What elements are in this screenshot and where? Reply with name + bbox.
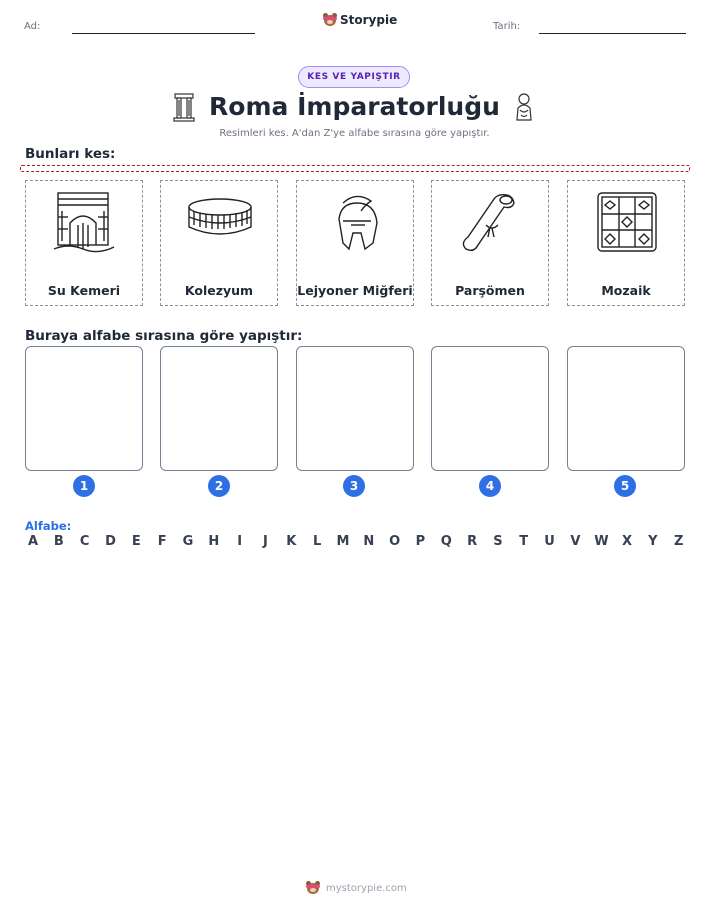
footer-url[interactable]: mystorypie.com — [326, 882, 407, 894]
cut-card-scroll[interactable] — [431, 180, 549, 306]
alphabet-letter: W — [594, 534, 609, 549]
alphabet-letter: F — [157, 534, 167, 549]
paste-section-label: Buraya alfabe sırasına göre yapıştır: — [25, 328, 303, 344]
card-label: Lejyoner Miğferi — [297, 283, 413, 298]
alphabet-label: Alfabe: — [25, 519, 72, 533]
alphabet-letter: V — [570, 534, 581, 549]
alphabet-letter: D — [105, 534, 116, 549]
page-title: Roma İmparatorluğu — [209, 92, 500, 121]
alphabet-letter: E — [131, 534, 141, 549]
alphabet-letter: J — [263, 534, 268, 549]
brand-logo — [323, 13, 397, 27]
footer — [306, 881, 407, 895]
alphabet-letter: M — [336, 534, 350, 549]
number-badge-2: 2 — [208, 475, 230, 497]
alphabet-letter: C — [79, 534, 90, 549]
alphabet-letter: P — [415, 534, 426, 549]
alphabet-row — [26, 534, 686, 549]
cut-card-helmet[interactable] — [296, 180, 414, 306]
paste-box-5[interactable] — [567, 346, 685, 471]
alphabet-letter: X — [622, 534, 633, 549]
cut-section-label: Bunları kes: — [25, 146, 116, 162]
alphabet-letter: N — [363, 534, 375, 549]
alphabet-letter: Z — [673, 534, 684, 549]
cut-line — [20, 165, 690, 172]
mosaic-icon — [592, 189, 662, 255]
number-badge-5: 5 — [614, 475, 636, 497]
date-line — [539, 33, 686, 34]
bear-icon — [306, 881, 320, 895]
alphabet-letter: A — [27, 534, 39, 549]
alphabet-letter: S — [493, 534, 503, 549]
activity-badge: KES VE YAPIŞTIR — [298, 66, 410, 88]
bear-icon — [323, 13, 337, 27]
alphabet-letter: U — [544, 534, 555, 549]
cut-card-aqueduct[interactable] — [25, 180, 143, 306]
card-label: Kolezyum — [184, 283, 254, 298]
cut-card-colosseum[interactable] — [160, 180, 278, 306]
alphabet-letter: Q — [440, 534, 452, 549]
paste-box-4[interactable] — [431, 346, 549, 471]
alphabet-letter: K — [286, 534, 297, 549]
alphabet-letter: L — [312, 534, 322, 549]
scroll-icon — [456, 189, 526, 255]
helmet-icon — [321, 189, 391, 255]
alphabet-letter: B — [53, 534, 64, 549]
alphabet-letter: T — [519, 534, 529, 549]
card-label: Parşömen — [455, 283, 525, 298]
alphabet-letter: H — [208, 534, 220, 549]
date-label: Tarih: — [493, 21, 521, 32]
number-badge-4: 4 — [479, 475, 501, 497]
cut-card-mosaic[interactable] — [567, 180, 685, 306]
brand-name: Storypie — [340, 13, 398, 27]
name-line — [72, 33, 255, 34]
statue-bust-icon — [512, 92, 536, 122]
alphabet-letter: G — [182, 534, 194, 549]
alphabet-letter: I — [237, 534, 243, 549]
alphabet-letter: R — [467, 534, 478, 549]
name-label: Ad: — [24, 21, 41, 32]
colosseum-icon — [185, 189, 255, 255]
instructions: Resimleri kes. A'dan Z'ye alfabe sırasına göre yapıştır. — [219, 128, 490, 139]
card-label: Su Kemeri — [47, 283, 121, 298]
paste-box-2[interactable] — [160, 346, 278, 471]
alphabet-letter: Y — [648, 534, 658, 549]
number-badge-1: 1 — [73, 475, 95, 497]
number-badge-3: 3 — [343, 475, 365, 497]
alphabet-letter: O — [389, 534, 401, 549]
aqueduct-icon — [50, 189, 120, 255]
paste-box-3[interactable] — [296, 346, 414, 471]
card-label: Mozaik — [601, 283, 651, 298]
paste-box-1[interactable] — [25, 346, 143, 471]
